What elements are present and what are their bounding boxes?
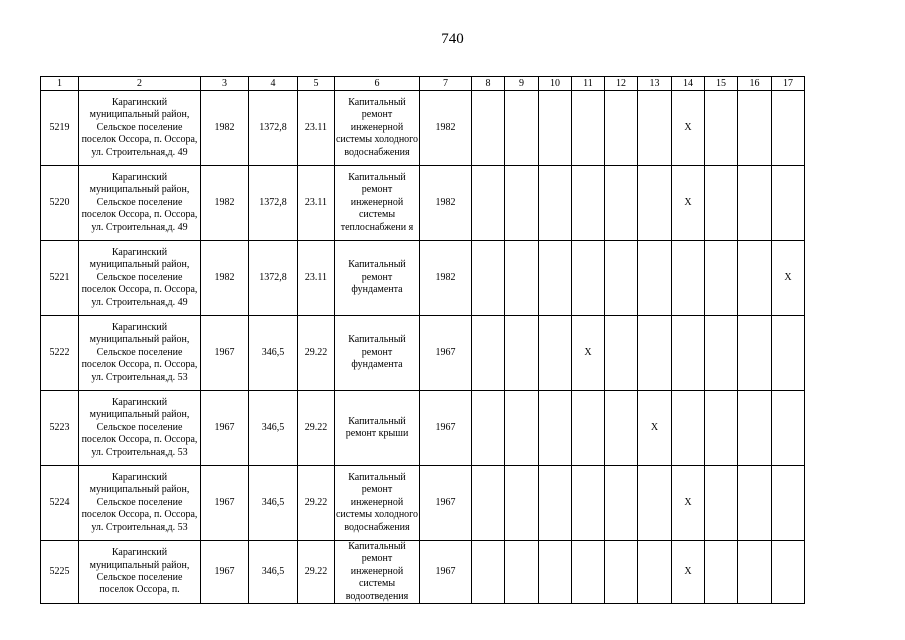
year-cell-text: 1982	[214, 121, 235, 133]
mark-cell	[472, 391, 505, 466]
mark-cell	[738, 466, 772, 541]
column-header: 11	[572, 77, 605, 91]
row-id-cell	[41, 316, 79, 391]
mark-cell	[472, 316, 505, 391]
area-cell-text: 346,5	[261, 421, 285, 433]
address-cell	[79, 541, 201, 604]
mark-cell	[572, 391, 605, 466]
column-header: 4	[249, 77, 298, 91]
mark-cell	[638, 466, 672, 541]
table-row	[41, 466, 805, 541]
year-cell	[201, 241, 249, 316]
work-type-cell	[335, 541, 420, 604]
column-header: 3	[201, 77, 249, 91]
column-header: 12	[605, 77, 638, 91]
mark-cell	[772, 541, 805, 604]
year-cell-text: 1967	[214, 421, 235, 433]
mark-cell: X	[772, 241, 805, 316]
mark-cell	[605, 391, 638, 466]
address-cell-text: Карагинский муниципальный район, Сельское поселение поселок Оссора, п. Оссора, ул. Строительная,д. 53	[81, 471, 198, 533]
column-header: 16	[738, 77, 772, 91]
code-cell	[298, 391, 335, 466]
mark-cell	[638, 316, 672, 391]
year-cell	[420, 391, 472, 466]
mark-cell: X	[672, 166, 705, 241]
mark-cell	[505, 166, 539, 241]
work-type-cell-text: Капитальный ремонт инженерной системы холодного водоснабжения	[335, 471, 419, 533]
table-row	[41, 541, 805, 604]
mark-cell	[738, 166, 772, 241]
row-id-cell	[41, 466, 79, 541]
mark-cell: X	[572, 316, 605, 391]
mark-cell	[772, 166, 805, 241]
mark-cell	[705, 241, 738, 316]
header-row	[41, 77, 805, 91]
year-cell	[420, 241, 472, 316]
row-id-cell	[41, 91, 79, 166]
code-cell-text: 29.22	[304, 496, 328, 508]
year-cell	[201, 91, 249, 166]
address-cell-text: Карагинский муниципальный район, Сельское поселение поселок Оссора, п. Оссора, ул. Строительная,д. 49	[81, 96, 198, 158]
mark-cell	[738, 391, 772, 466]
year-cell	[420, 91, 472, 166]
mark-cell	[539, 166, 572, 241]
year-cell-text: 1967	[214, 565, 235, 577]
mark-cell: X	[672, 91, 705, 166]
work-type-cell-text: Капитальный ремонт инженерной системы теплоснабжени я	[340, 171, 414, 233]
year-cell-text: 1982	[214, 271, 235, 283]
work-type-cell	[335, 166, 420, 241]
column-header: 15	[705, 77, 738, 91]
area-cell-text: 1372,8	[259, 121, 287, 133]
year-cell-text: 1967	[435, 565, 456, 577]
row-id-cell-text: 5222	[49, 346, 70, 358]
code-cell	[298, 541, 335, 604]
year-cell	[420, 466, 472, 541]
area-cell	[249, 91, 298, 166]
column-header: 1	[41, 77, 79, 91]
mark-cell	[738, 316, 772, 391]
address-cell	[79, 166, 201, 241]
mark-cell	[638, 241, 672, 316]
row-id-cell-text: 5225	[49, 565, 70, 577]
code-cell-text: 23.11	[304, 121, 328, 133]
year-cell-text: 1967	[214, 496, 235, 508]
mark-cell	[772, 466, 805, 541]
row-id-cell	[41, 241, 79, 316]
work-type-cell-text: Капитальный ремонт фундамента	[348, 259, 406, 296]
mark-cell	[638, 91, 672, 166]
year-cell-text: 1967	[435, 421, 456, 433]
mark-cell: X	[672, 541, 705, 604]
year-cell-text: 1982	[214, 196, 235, 208]
table-body	[41, 91, 805, 604]
area-cell	[249, 541, 298, 604]
mark-cell	[672, 241, 705, 316]
table-row	[41, 316, 805, 391]
row-id-cell-text: 5224	[49, 496, 70, 508]
mark-cell	[605, 166, 638, 241]
mark-cell	[505, 316, 539, 391]
year-cell-text: 1967	[435, 346, 456, 358]
column-header: 10	[539, 77, 572, 91]
year-cell-text: 1967	[435, 496, 456, 508]
mark-cell	[572, 241, 605, 316]
mark-cell	[705, 91, 738, 166]
code-cell	[298, 316, 335, 391]
area-cell	[249, 316, 298, 391]
mark-cell	[738, 541, 772, 604]
mark-cell	[472, 466, 505, 541]
row-id-cell-text: 5220	[49, 196, 70, 208]
mark-cell	[539, 466, 572, 541]
mark-cell	[672, 391, 705, 466]
row-id-cell	[41, 541, 79, 604]
code-cell	[298, 241, 335, 316]
work-type-cell	[335, 391, 420, 466]
column-header: 13	[638, 77, 672, 91]
year-cell	[420, 166, 472, 241]
year-cell	[420, 541, 472, 604]
row-id-cell-text: 5221	[49, 271, 70, 283]
column-header: 17	[772, 77, 805, 91]
column-header: 14	[672, 77, 705, 91]
address-cell	[79, 241, 201, 316]
code-cell-text: 29.22	[304, 565, 328, 577]
mark-cell	[772, 91, 805, 166]
column-header: 6	[335, 77, 420, 91]
mark-cell	[472, 541, 505, 604]
mark-cell	[572, 166, 605, 241]
code-cell	[298, 466, 335, 541]
table-row	[41, 241, 805, 316]
year-cell-text: 1967	[214, 346, 235, 358]
row-id-cell	[41, 166, 79, 241]
area-cell	[249, 166, 298, 241]
address-cell	[79, 316, 201, 391]
table-row	[41, 391, 805, 466]
address-cell-text: Карагинский муниципальный район, Сельское поселение поселок Оссора, п. Оссора, ул. Строительная,д. 49	[81, 171, 198, 233]
code-cell-text: 23.11	[304, 271, 328, 283]
work-type-cell-text: Капитальный ремонт фундамента	[348, 334, 406, 371]
mark-cell	[738, 241, 772, 316]
code-cell	[298, 91, 335, 166]
code-cell	[298, 166, 335, 241]
column-header: 5	[298, 77, 335, 91]
mark-cell	[638, 541, 672, 604]
capital-repair-table	[40, 76, 805, 604]
mark-cell	[638, 166, 672, 241]
mark-cell	[605, 541, 638, 604]
address-cell-text: Карагинский муниципальный район, Сельское поселение поселок Оссора, п. Оссора, ул. Строительная,д. 53	[81, 396, 198, 458]
address-cell-text: Карагинский муниципальный район, Сельское поселение поселок Оссора, п. Оссора, ул. Строительная,д. 53	[81, 321, 198, 383]
code-cell-text: 23.11	[304, 196, 328, 208]
row-id-cell-text: 5223	[49, 421, 70, 433]
mark-cell	[705, 166, 738, 241]
mark-cell	[672, 316, 705, 391]
year-cell-text: 1982	[435, 121, 456, 133]
work-type-cell	[335, 316, 420, 391]
code-cell-text: 29.22	[304, 421, 328, 433]
year-cell-text: 1982	[435, 271, 456, 283]
mark-cell	[705, 541, 738, 604]
mark-cell	[605, 316, 638, 391]
work-type-cell	[335, 241, 420, 316]
year-cell	[201, 166, 249, 241]
mark-cell: X	[638, 391, 672, 466]
mark-cell	[572, 91, 605, 166]
row-id-cell	[41, 391, 79, 466]
mark-cell	[705, 466, 738, 541]
mark-cell	[705, 316, 738, 391]
area-cell	[249, 466, 298, 541]
mark-cell	[539, 391, 572, 466]
work-type-cell-text: Капитальный ремонт крыши	[345, 415, 409, 439]
area-cell-text: 346,5	[261, 565, 285, 577]
table-row	[41, 166, 805, 241]
area-cell-text: 1372,8	[259, 196, 287, 208]
mark-cell	[505, 391, 539, 466]
area-cell-text: 346,5	[261, 346, 285, 358]
year-cell	[420, 316, 472, 391]
mark-cell	[738, 91, 772, 166]
mark-cell	[539, 316, 572, 391]
area-cell-text: 1372,8	[259, 271, 287, 283]
mark-cell	[605, 91, 638, 166]
table-row	[41, 91, 805, 166]
address-cell-text: Карагинский муниципальный район, Сельское поселение поселок Оссора, п. Оссора, ул. Строительная,д. 49	[81, 246, 198, 308]
column-header: 7	[420, 77, 472, 91]
mark-cell	[472, 241, 505, 316]
year-cell-text: 1982	[435, 196, 456, 208]
mark-cell	[505, 91, 539, 166]
mark-cell	[572, 466, 605, 541]
year-cell	[201, 541, 249, 604]
mark-cell	[605, 241, 638, 316]
mark-cell	[605, 466, 638, 541]
work-type-cell	[335, 91, 420, 166]
area-cell	[249, 241, 298, 316]
work-type-cell-text: Капитальный ремонт инженерной системы холодного водоснабжения	[335, 96, 419, 158]
mark-cell	[539, 541, 572, 604]
area-cell-text: 346,5	[261, 496, 285, 508]
address-cell	[79, 466, 201, 541]
address-cell	[79, 391, 201, 466]
mark-cell: X	[672, 466, 705, 541]
mark-cell	[572, 541, 605, 604]
year-cell	[201, 316, 249, 391]
year-cell	[201, 466, 249, 541]
mark-cell	[772, 316, 805, 391]
mark-cell	[472, 91, 505, 166]
mark-cell	[505, 241, 539, 316]
column-header: 2	[79, 77, 201, 91]
mark-cell	[505, 541, 539, 604]
mark-cell	[472, 166, 505, 241]
year-cell	[201, 391, 249, 466]
address-cell	[79, 91, 201, 166]
work-type-cell	[335, 466, 420, 541]
row-id-cell-text: 5219	[49, 121, 70, 133]
mark-cell	[772, 391, 805, 466]
work-type-cell-text: Капитальный ремонт инженерной системы водоотведения	[345, 541, 409, 602]
mark-cell	[705, 391, 738, 466]
address-cell-text: Карагинский муниципальный район, Сельское поселение поселок Оссора, п.	[89, 547, 190, 596]
mark-cell	[539, 91, 572, 166]
mark-cell	[505, 466, 539, 541]
area-cell	[249, 391, 298, 466]
column-header: 8	[472, 77, 505, 91]
page-number: 740	[441, 31, 464, 47]
column-header: 9	[505, 77, 539, 91]
code-cell-text: 29.22	[304, 346, 328, 358]
mark-cell	[539, 241, 572, 316]
